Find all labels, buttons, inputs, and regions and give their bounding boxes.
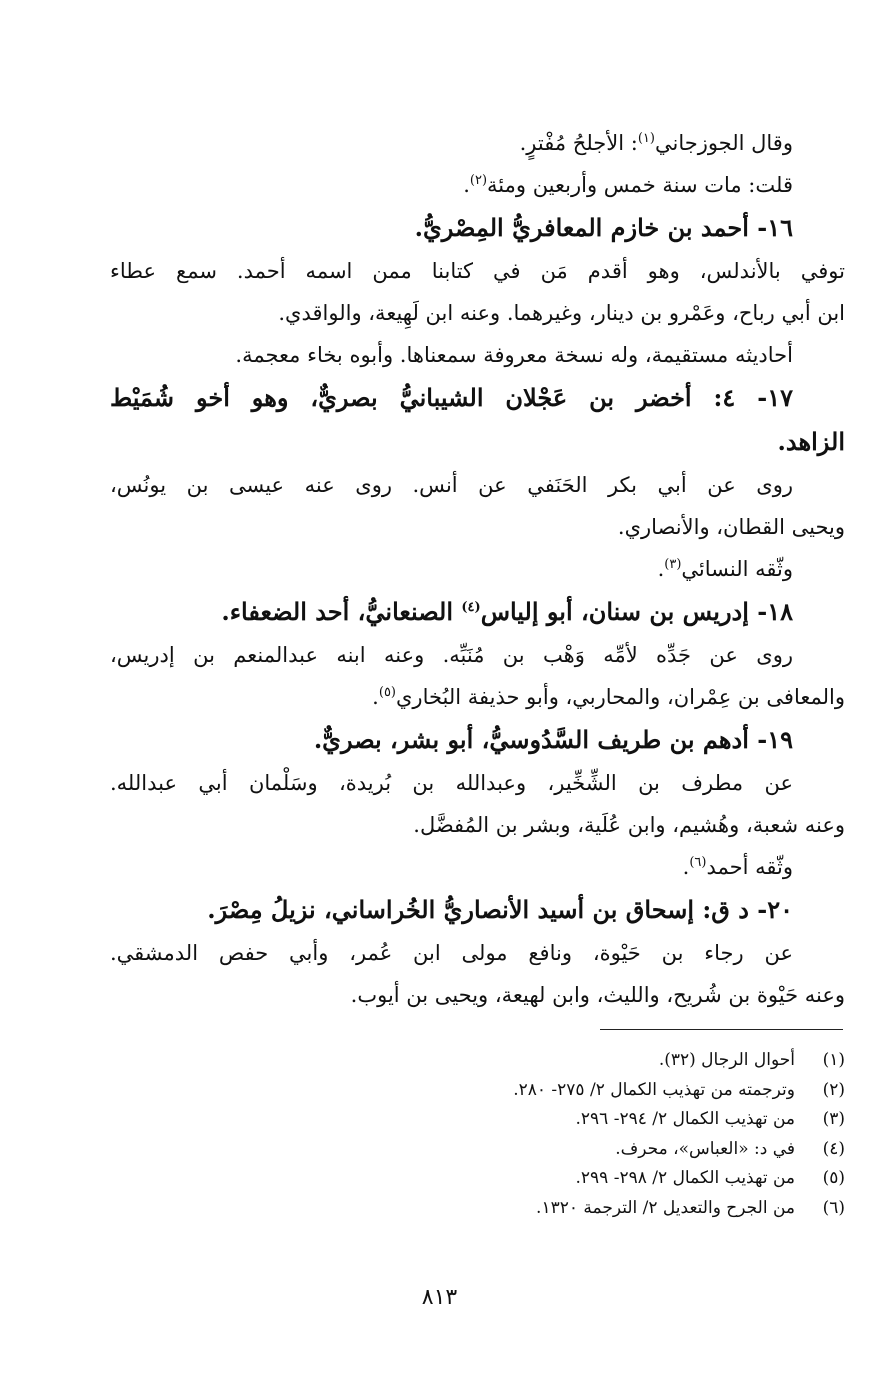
main-text: [110, 122, 845, 1016]
page-number: ٨١٣: [421, 1285, 458, 1310]
text-line: وعنه شعبة، وهُشيم، وابن عُلَية، وبشر بن المُفضَّل.: [413, 813, 845, 837]
footnote-number: (١): [822, 1050, 845, 1070]
footnote: [110, 1076, 845, 1106]
entry-heading-17-cont: الزاهد.: [777, 427, 845, 456]
text-line: عن مطرف بن الشِّخِّير، وعبدالله بن بُريدة، وسَلْمان أبي عبدالله.: [110, 771, 793, 795]
entry-heading-20: ٢٠- د ق: إسحاق بن أسيد الأنصاريُّ الخُراساني، نزيلُ مِصْرَ.: [207, 895, 793, 924]
text-line: والمعافى بن عِمْران، والمحاربي، وأبو حذيفة البُخاري$^{(٥)}$.: [372, 685, 845, 709]
footnote-number: (٤): [822, 1138, 845, 1159]
text-line: وعنه حَيْوة بن شُريح، والليث، وابن لهيعة، ويحيى بن أيوب.: [350, 983, 845, 1007]
text-line: عن رجاء بن حَيْوة، ونافع مولى ابن عُمر، وأبي حفص الدمشقي.: [110, 941, 793, 965]
footnote: [110, 1135, 845, 1165]
text-line: ويحيى القطان، والأنصاري.: [617, 515, 845, 539]
footnote-text: وترجمته من تهذيب الكمال ٢/ ٢٧٥- ٢٨٠.: [513, 1079, 795, 1100]
entry-heading-16: ١٦- أحمد بن خازم المعافريُّ المِصْريُّ.: [414, 213, 793, 242]
footnote-ref[interactable]: (٦): [689, 855, 707, 870]
footnote-ref[interactable]: (٣): [664, 557, 682, 572]
text-line: روى عن جَدِّه لأمِّه وَهْب بن مُنَبِّه. وعنه ابنه عبدالمنعم بن إدريس،: [110, 643, 793, 667]
footnote-ref[interactable]: (٤): [461, 600, 481, 615]
footnote-number: (٢): [822, 1079, 845, 1100]
footnote-text: من تهذيب الكمال ٢/ ٢٩٤- ٢٩٦.: [575, 1109, 795, 1129]
footnote-number: (٥): [822, 1168, 845, 1188]
footnote: [110, 1105, 845, 1135]
footnote-ref[interactable]: (١): [637, 131, 655, 146]
text-line: أحاديثه مستقيمة، وله نسخة معروفة سمعناها. وأبوه بخاء معجمة.: [235, 343, 793, 367]
footnote: [110, 1164, 845, 1194]
footnote-text: من الجرح والتعديل ٢/ الترجمة ١٣٢٠.: [536, 1197, 795, 1218]
entry-heading-17: ١٧- ٤: أخضر بن عَجْلان الشيبانيُّ بصريٌّ، وهو أخو شُمَيْط: [110, 383, 793, 412]
text-line: توفي بالأندلس، وهو أقدم مَن في كتابنا ممن اسمه أحمد. سمع عطاء: [110, 259, 845, 283]
entry-heading-18: ١٨- إدريس بن سنان، أبو إلياس$^{(٤)}$ الصنعانيُّ، أحد الضعفاء.: [221, 597, 793, 626]
footnote-text: من تهذيب الكمال ٢/ ٢٩٨- ٢٩٩.: [575, 1168, 795, 1188]
footnote-divider: [600, 1029, 843, 1030]
footnote-number: (٣): [822, 1109, 845, 1129]
footnote-text: أحوال الرجال (٣٢).: [658, 1050, 795, 1070]
footnote: [110, 1046, 845, 1076]
footnote-ref[interactable]: (٢): [469, 173, 488, 188]
footnote-text: في د: «العباس»، محرف.: [615, 1138, 795, 1159]
text-line: ابن أبي رباح، وعَمْرو بن دينار، وغيرهما. وعنه ابن لَهِيعة، والواقدي.: [278, 301, 845, 325]
text-line: قلت: مات سنة خمس وأربعين ومئة$^{(٢)}$.: [463, 173, 793, 197]
footnotes: [110, 1046, 845, 1223]
text-line: وقال الجوزجاني$^{(١)}$: الأجلحُ مُفْترٍ.: [519, 131, 793, 155]
footnote: [110, 1194, 845, 1224]
entry-heading-19: ١٩- أدهم بن طريف السَّدُوسيُّ، أبو بشر، بصريٌّ.: [313, 725, 793, 754]
footnote-ref[interactable]: (٥): [378, 685, 396, 700]
text-line: وثّقه النسائي$^{(٣)}$.: [657, 557, 793, 581]
text-line: وثّقه أحمد$^{(٦)}$.: [682, 855, 793, 879]
footnote-number: (٦): [822, 1197, 845, 1218]
text-line: روى عن أبي بكر الحَنَفي عن أنس. روى عنه عيسى بن يونُس،: [110, 473, 793, 497]
